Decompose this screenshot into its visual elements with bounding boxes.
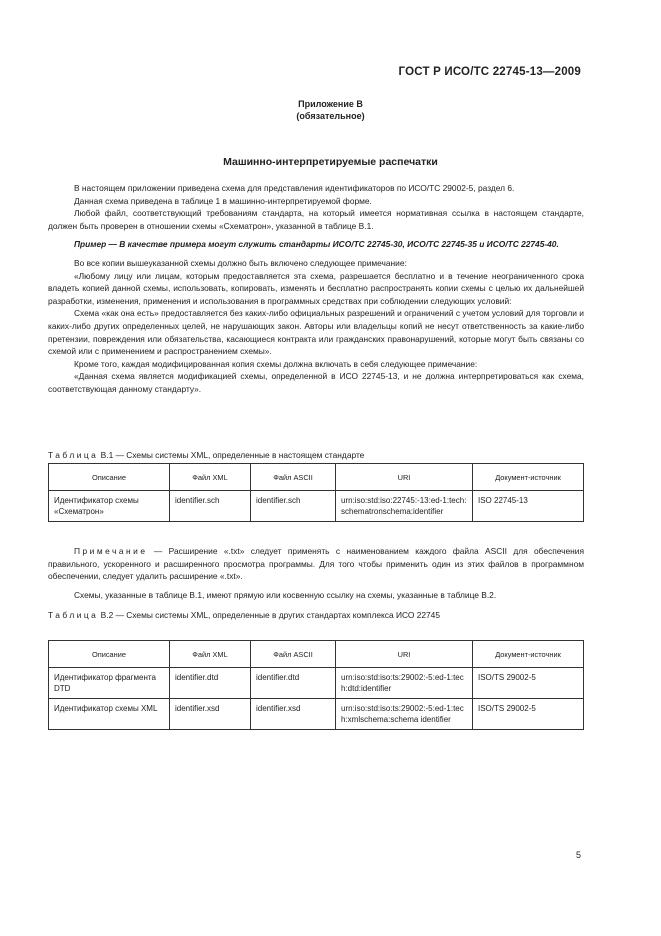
note-text: — Расширение «.txt» следует применять с наименованием каждого файла ASCII для обеспечения правильного, ускоренного и расширенного просмотра программы. Для того чтобы применить один из этих файлов в программном обеспечении, следует удалить расширение «.txt». (48, 546, 584, 582)
table-cell: ISO/TS 29002-5 (473, 699, 584, 730)
table1-caption (48, 450, 364, 460)
table-header-row (49, 641, 584, 668)
note-paragraph (48, 545, 584, 583)
table1-caption-label: Таблица (48, 450, 99, 460)
table-cell: identifier.dtd (251, 668, 336, 699)
column-header: Документ-источник (473, 464, 584, 491)
table-cell: Идентификатор схемы XML (49, 699, 170, 730)
table2-caption-text: В.2 — Схемы системы XML, определенные в других стандартах комплекса ИСО 22745 (100, 610, 440, 620)
table-cell: ISO/TS 29002-5 (473, 668, 584, 699)
table-cell: identifier.sch (170, 491, 251, 522)
column-header: Файл ASCII (251, 464, 336, 491)
table-cell: identifier.sch (251, 491, 336, 522)
annex-title: Приложение В (298, 99, 363, 109)
paragraph: Данная схема приведена в таблице 1 в машинно-интерпретируемой форме. (74, 195, 372, 206)
paragraph: Любой файл, соответствующий требованиям стандарта, на который имеется нормативная ссылка в настоящем стандарте, должен быть проверен в отношении схемы «Схематрон», указанной в таблице В.1. (48, 208, 584, 231)
table-row (49, 491, 584, 522)
table-cell: identifier.xsd (170, 699, 251, 730)
column-header: URI (336, 641, 473, 668)
table-cell: urn:iso:std:iso:ts:29002:-5:ed-1:tech:xmlschema:schema identifier (336, 699, 473, 730)
table-cell: ISO 22745-13 (473, 491, 584, 522)
table-cell: urn:iso:std:iso:22745:-13:ed-1:tech:schematronschema:identifier (336, 491, 473, 522)
paragraph: Кроме того, каждая модифицированная копия схемы должна включать в себя следующее примечание: (74, 358, 478, 369)
table-cell: Идентификатор фрагмента DTD (49, 668, 170, 699)
paragraph: Схема «как она есть» предоставляется без каких-либо официальных разрешений и ограничений с учетом условий для торговли и каких-либо других определенных целей, не нарушающих закон. Авторы или владельцы копий не несут ответственность за какие-либо претензии, повреждения или обязательства, касающиеся контракта или гражданских правонарушений, которые могут быть связаны со схемой или с применением и распространением схемы». (48, 308, 584, 357)
intro-block (48, 182, 584, 396)
table-cell: identifier.dtd (170, 668, 251, 699)
table2-caption-label: Таблица (48, 610, 99, 620)
table-cell: identifier.xsd (251, 699, 336, 730)
column-header: Документ-источник (473, 641, 584, 668)
example-paragraph: Пример — В качестве примера могут служить стандарты ИСО/ТС 22745-30, ИСО/ТС 22745-35 и ИСО/ТС 22745-40. (74, 239, 559, 250)
column-header: URI (336, 464, 473, 491)
column-header: Описание (49, 464, 170, 491)
paragraph: Схемы, указанные в таблице В.1, имеют прямую или косвенную ссылку на схемы, указанные в таблице В.2. (74, 589, 497, 600)
table-header-row (49, 464, 584, 491)
table-row (49, 699, 584, 730)
paragraph: В настоящем приложении приведена схема для представления идентификаторов по ИСО/ТС 29002-5, раздел 6. (74, 183, 515, 193)
table-cell: urn:iso:std:iso:ts:29002:-5:ed-1:tech:dtd:identifier (336, 668, 473, 699)
paragraph: «Данная схема является модификацией схемы, определенной в ИСО 22745-13, и не должна интерпретироваться как схема, соответствующая данному стандарту». (48, 371, 584, 394)
column-header: Описание (49, 641, 170, 668)
section-title: Машинно-интерпретируемые распечатки (223, 156, 438, 168)
table-row (49, 668, 584, 699)
note-block (48, 545, 584, 601)
column-header: Файл ASCII (251, 641, 336, 668)
table2-caption (48, 610, 440, 620)
note-label: Примечание (74, 546, 148, 556)
table-b2 (48, 640, 584, 730)
annex-status: (обязательное) (296, 111, 365, 121)
standard-header: ГОСТ Р ИСО/ТС 22745-13—2009 (398, 66, 581, 78)
paragraph: Во все копии вышеуказанной схемы должно быть включено следующее примечание: (74, 257, 407, 268)
column-header: Файл XML (170, 641, 251, 668)
page-number: 5 (575, 850, 581, 860)
paragraph: «Любому лицу или лицам, которым предоставляется эта схема, разрешается бесплатно и в течение неограниченного срока владеть копией данной схемы, использовать, копировать, изменять и бесплатно распространять копии схемы с целью их дальнейшей разработки, изменения, применения и использования в программных средствах при соблюдении следующих условий: (48, 270, 584, 306)
table-b1 (48, 463, 584, 522)
table-cell: Идентификатор схемы «Схематрон» (49, 491, 170, 522)
table1-caption-text: В.1 — Схемы системы XML, определенные в настоящем стандарте (100, 450, 365, 460)
column-header: Файл XML (170, 464, 251, 491)
